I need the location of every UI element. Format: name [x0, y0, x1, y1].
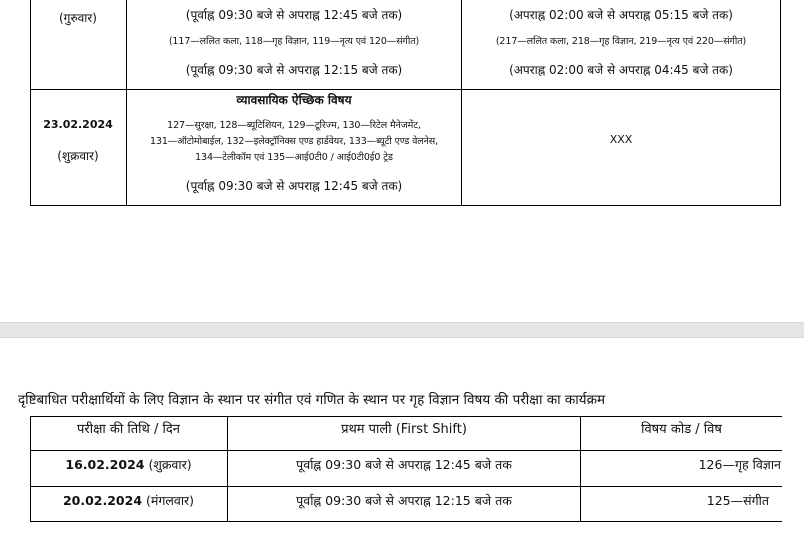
row1-col2-time-b: (पूर्वाह्न 09:30 बजे से अपराह्न 12:15 बजे तक): [185, 63, 403, 77]
row2-subjects-line1: 127—सुरक्षा, 128—ब्यूटिशियन, 129—टूरिज्म, 130—रिटेल मैनेजमेंट,: [167, 120, 421, 131]
row-day: (मंगलवार): [146, 493, 195, 508]
row2-subjects-line3: 134—टेलीकॉम एवं 135—आई0टी0 / आई0टी0ई0 ट्रेड: [195, 152, 393, 163]
row2-col3-xxx: XXX: [609, 133, 633, 146]
row2-date: 23.02.2024: [43, 118, 113, 131]
row-date: 16.02.2024: [65, 457, 145, 472]
table-row-date: [30, 492, 227, 509]
row-subject: 126—गृह विज्ञान: [698, 457, 781, 472]
row-date: 20.02.2024: [62, 493, 143, 508]
row2-time: (पूर्वाह्न 09:30 बजे से अपराह्न 12:45 बजे तक): [185, 179, 403, 193]
row1-day: (गुरुवार): [59, 11, 97, 25]
header-first-shift: प्रथम पाली (First Shift): [341, 422, 467, 437]
row1-col3-time-b: (अपराह्न 02:00 बजे से अपराह्न 04:45 बजे तक): [509, 63, 733, 77]
row2-day: (शुक्रवार): [57, 149, 99, 163]
table-row-date: [30, 456, 227, 473]
schedule-title: दृष्टिबाधित परीक्षार्थियों के लिए विज्ञान के स्थान पर संगीत एवं गणित के स्थान पर गृह विज्ञान विषय की परीक्षा का कार्यक्रम: [18, 392, 606, 408]
header-date-day: परीक्षा की तिथि / दिन: [77, 422, 180, 437]
exam-schedule-table-upper: [30, 0, 781, 206]
row-time: पूर्वाह्न 09:30 बजे से अपराह्न 12:45 बजे तक: [296, 457, 512, 472]
row1-col2-time-a: (पूर्वाह्न 09:30 बजे से अपराह्न 12:45 बजे तक): [185, 8, 403, 22]
row2-heading: व्यावसायिक ऐच्छिक विषय: [236, 93, 352, 107]
header-subject-code: विषय कोड / विष: [641, 422, 722, 437]
row1-col2-subjects: (117—ललित कला, 118—गृह विज्ञान, 119—नृत्य एवं 120—संगीत): [168, 36, 420, 47]
document-page-lower: [0, 338, 804, 551]
page-separator: [0, 322, 804, 338]
row-subject: 125—संगीत: [706, 493, 769, 508]
row-time: पूर्वाह्न 09:30 बजे से अपराह्न 12:15 बजे तक: [296, 493, 512, 508]
row-day: (शुक्रवार): [148, 457, 192, 472]
row1-col3-time-a: (अपराह्न 02:00 बजे से अपराह्न 05:15 बजे तक): [509, 8, 733, 22]
row2-subjects-line2: 131—ऑटोमोबाईल, 132—इलेक्ट्रॉनिक्स एण्ड हार्डवेयर, 133—ब्यूटी एण्ड वेलनेस,: [149, 136, 439, 147]
exam-schedule-table-lower: [30, 416, 782, 522]
row1-col3-subjects: (217—ललित कला, 218—गृह विज्ञान, 219—नृत्य एवं 220—संगीत): [495, 36, 747, 47]
